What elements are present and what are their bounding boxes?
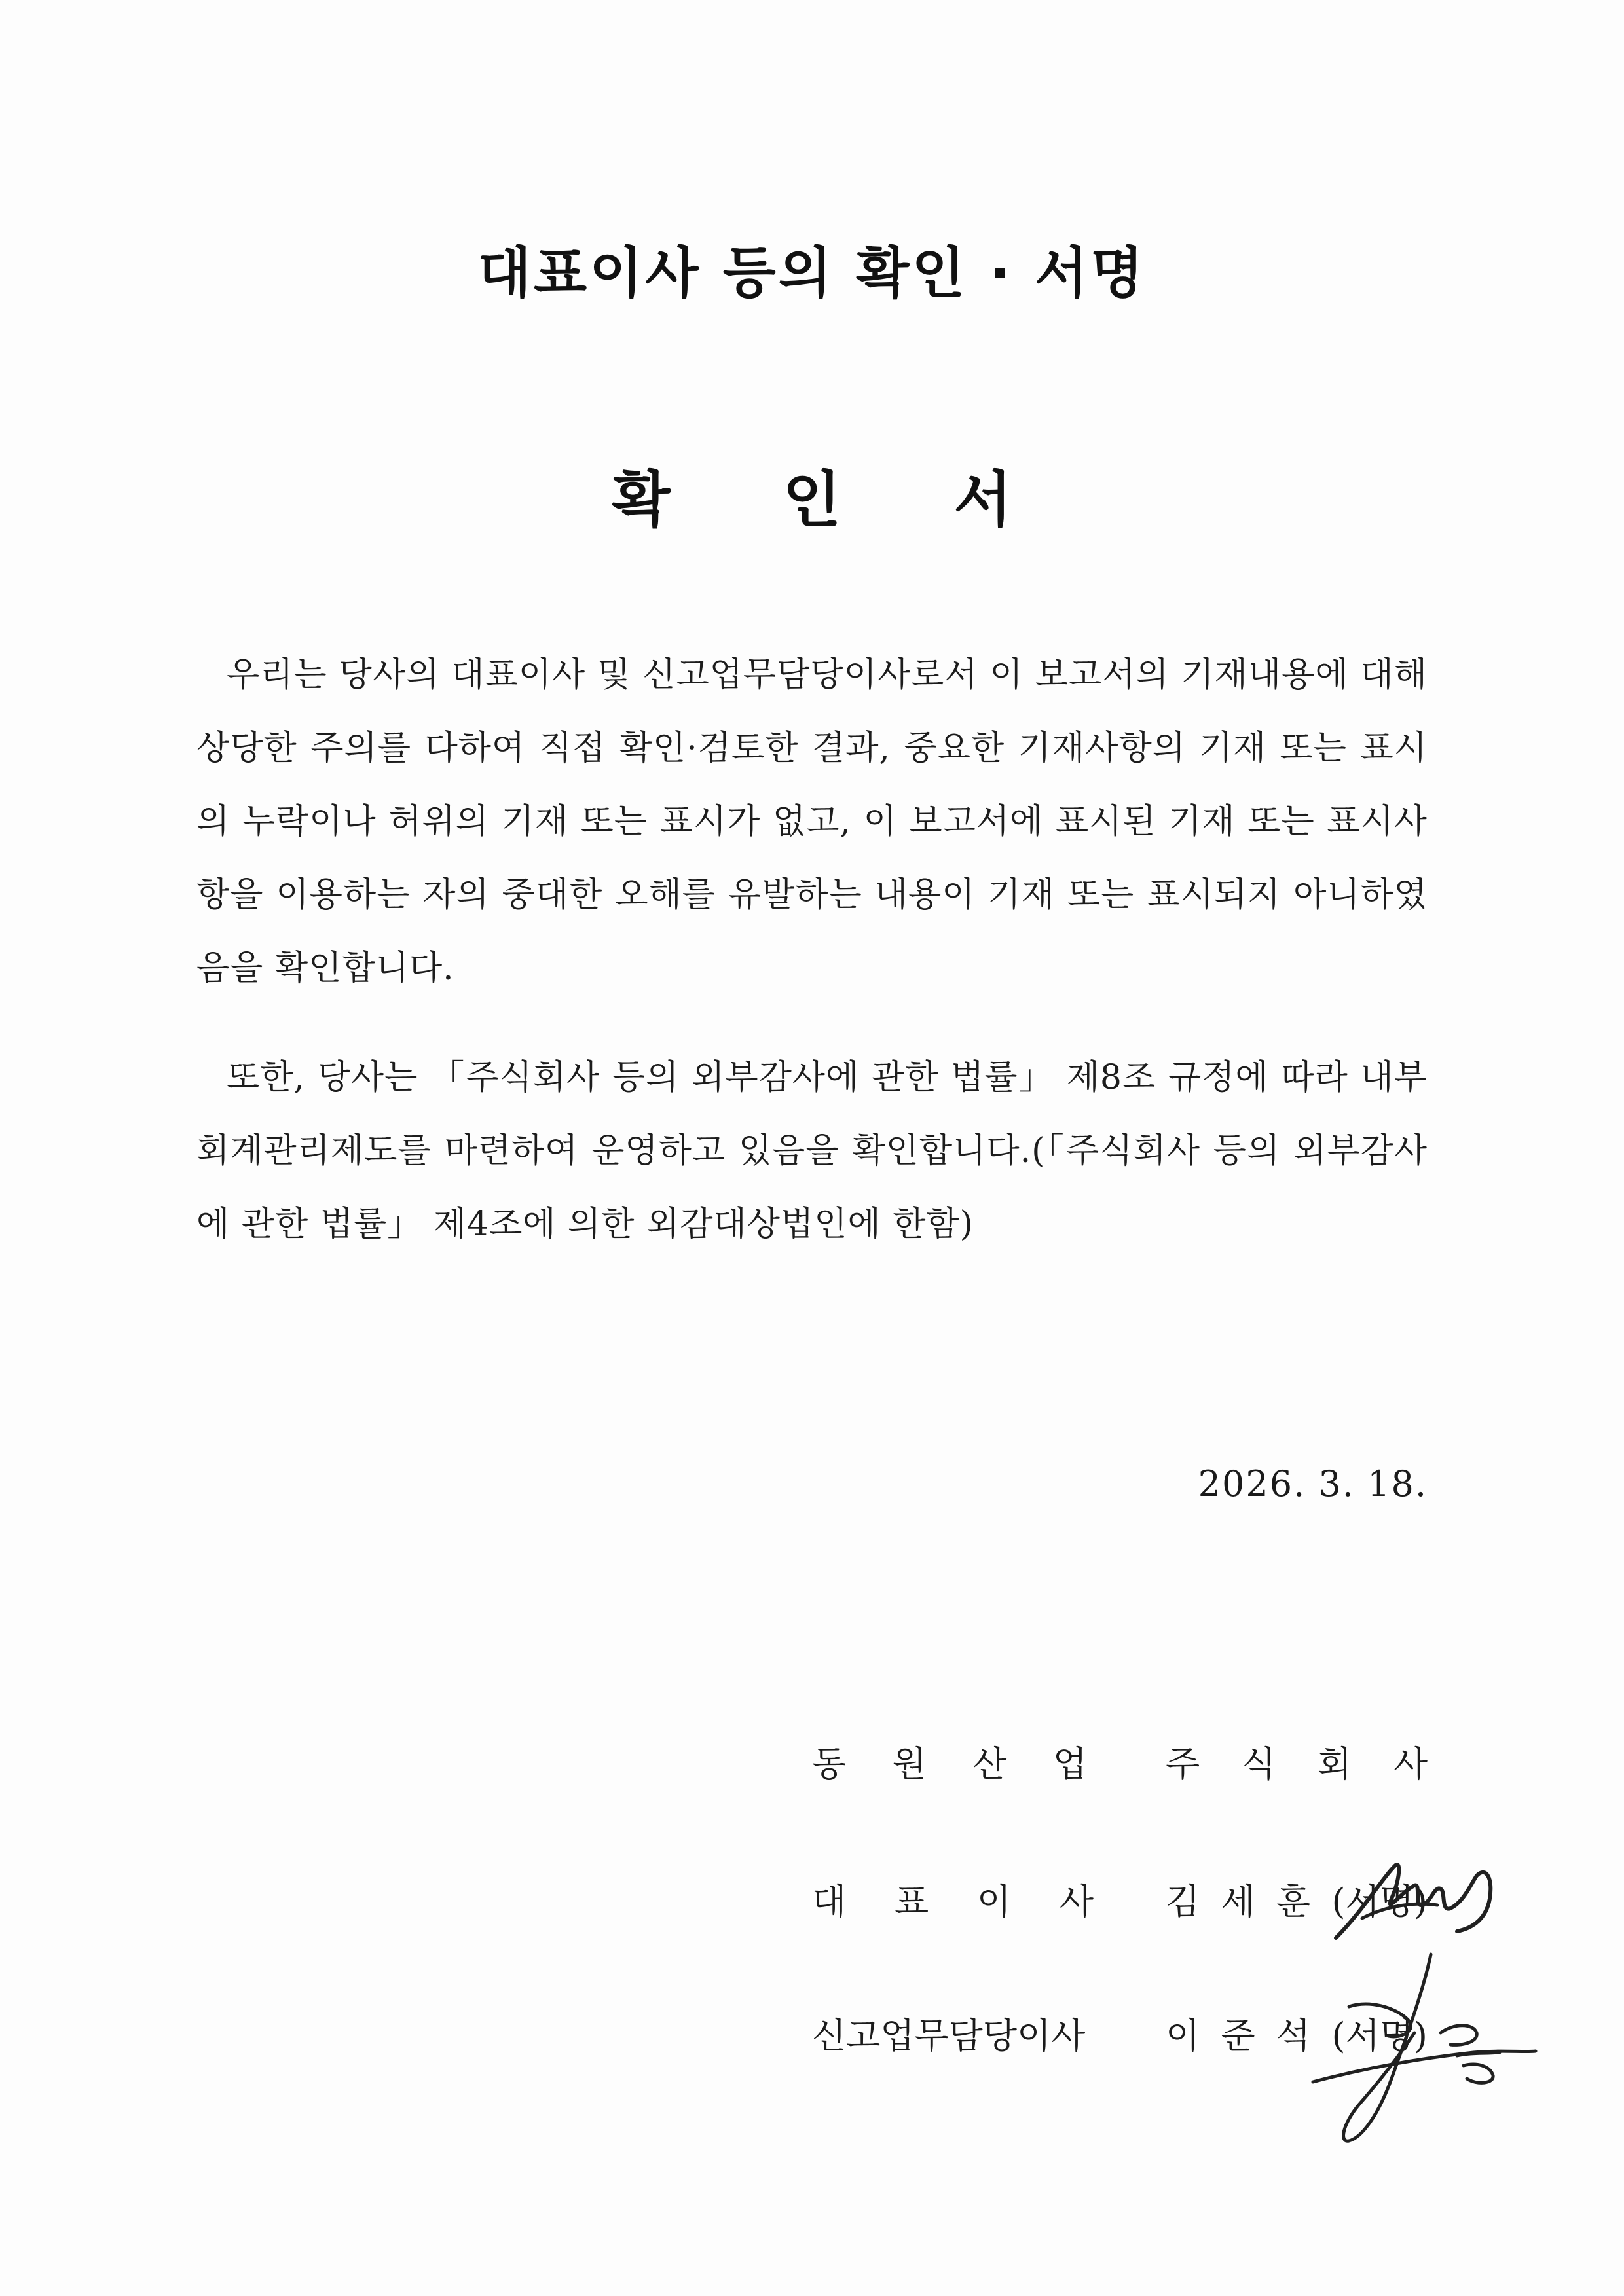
role-char: 사 [1059,1880,1094,1922]
name-char: 준 [1221,2014,1255,2056]
company-char: 원 [892,1743,927,1785]
handwritten-signature-icon [1310,1948,1539,2144]
company-type-part [1166,1736,1428,1787]
handwritten-signature-icon [1323,1840,1500,1964]
officer-role-text: 신고업무담당이사 [812,2014,1086,2056]
officer-role [812,2008,1094,2058]
signature-mark-label: (서명) [1331,2014,1428,2056]
company-name [812,1735,1428,1787]
confirmation-paragraph: 우리는 당사의 대표이사 및 신고업무담당이사로서 이 보고서의 기재내용에 대해 상당한 주의를 다하여 직접 확인·검토한 결과, 중요한 기재사항의 기재 또는 표시의 누락이나 허위의 기재 또는 표시가 없고, 이 보고서에 표시된 기재 또는 표시사항을 이용하는 자의 중대한 오해를 유발하는 내용이 기재 또는 표시되지 아니하였음을 확인합니다. [196,655,1428,988]
company-type-char: 사 [1393,1743,1428,1785]
role-char: 표 [894,1880,929,1922]
company-char: 산 [972,1743,1007,1785]
document-title: 확 인 서 [612,465,1058,535]
role-char: 대 [812,1880,847,1922]
name-char: 석 [1276,2014,1311,2056]
company-type-char: 회 [1317,1743,1352,1785]
company-type-char: 식 [1241,1743,1276,1785]
company-char: 업 [1052,1743,1087,1785]
document-date: 2026. 3. 18. [1198,1463,1428,1504]
page-title: 대표이사 등의 확인 · 서명 [477,241,1147,305]
internal-control-paragraph: 또한, 당사는 「주식회사 등의 외부감사에 관한 법률」 제8조 규정에 따라 내부회계관리제도를 마련하여 운영하고 있음을 확인합니다.(「주식회사 등의 외부감사에 관한 법률」 제4조에 의한 외감대상법인에 한함) [196,1058,1428,1244]
signature-mark-label: (서명) [1331,1880,1428,1922]
name-char: 세 [1221,1880,1255,1922]
name-char: 훈 [1276,1880,1311,1922]
role-char: 이 [976,1880,1012,1922]
company-char: 동 [812,1743,847,1785]
company-name-part [812,1736,1087,1787]
name-char: 이 [1166,2014,1200,2056]
name-char: 김 [1166,1880,1200,1922]
ceo-role [812,1874,1094,1924]
company-type-char: 주 [1166,1743,1200,1785]
